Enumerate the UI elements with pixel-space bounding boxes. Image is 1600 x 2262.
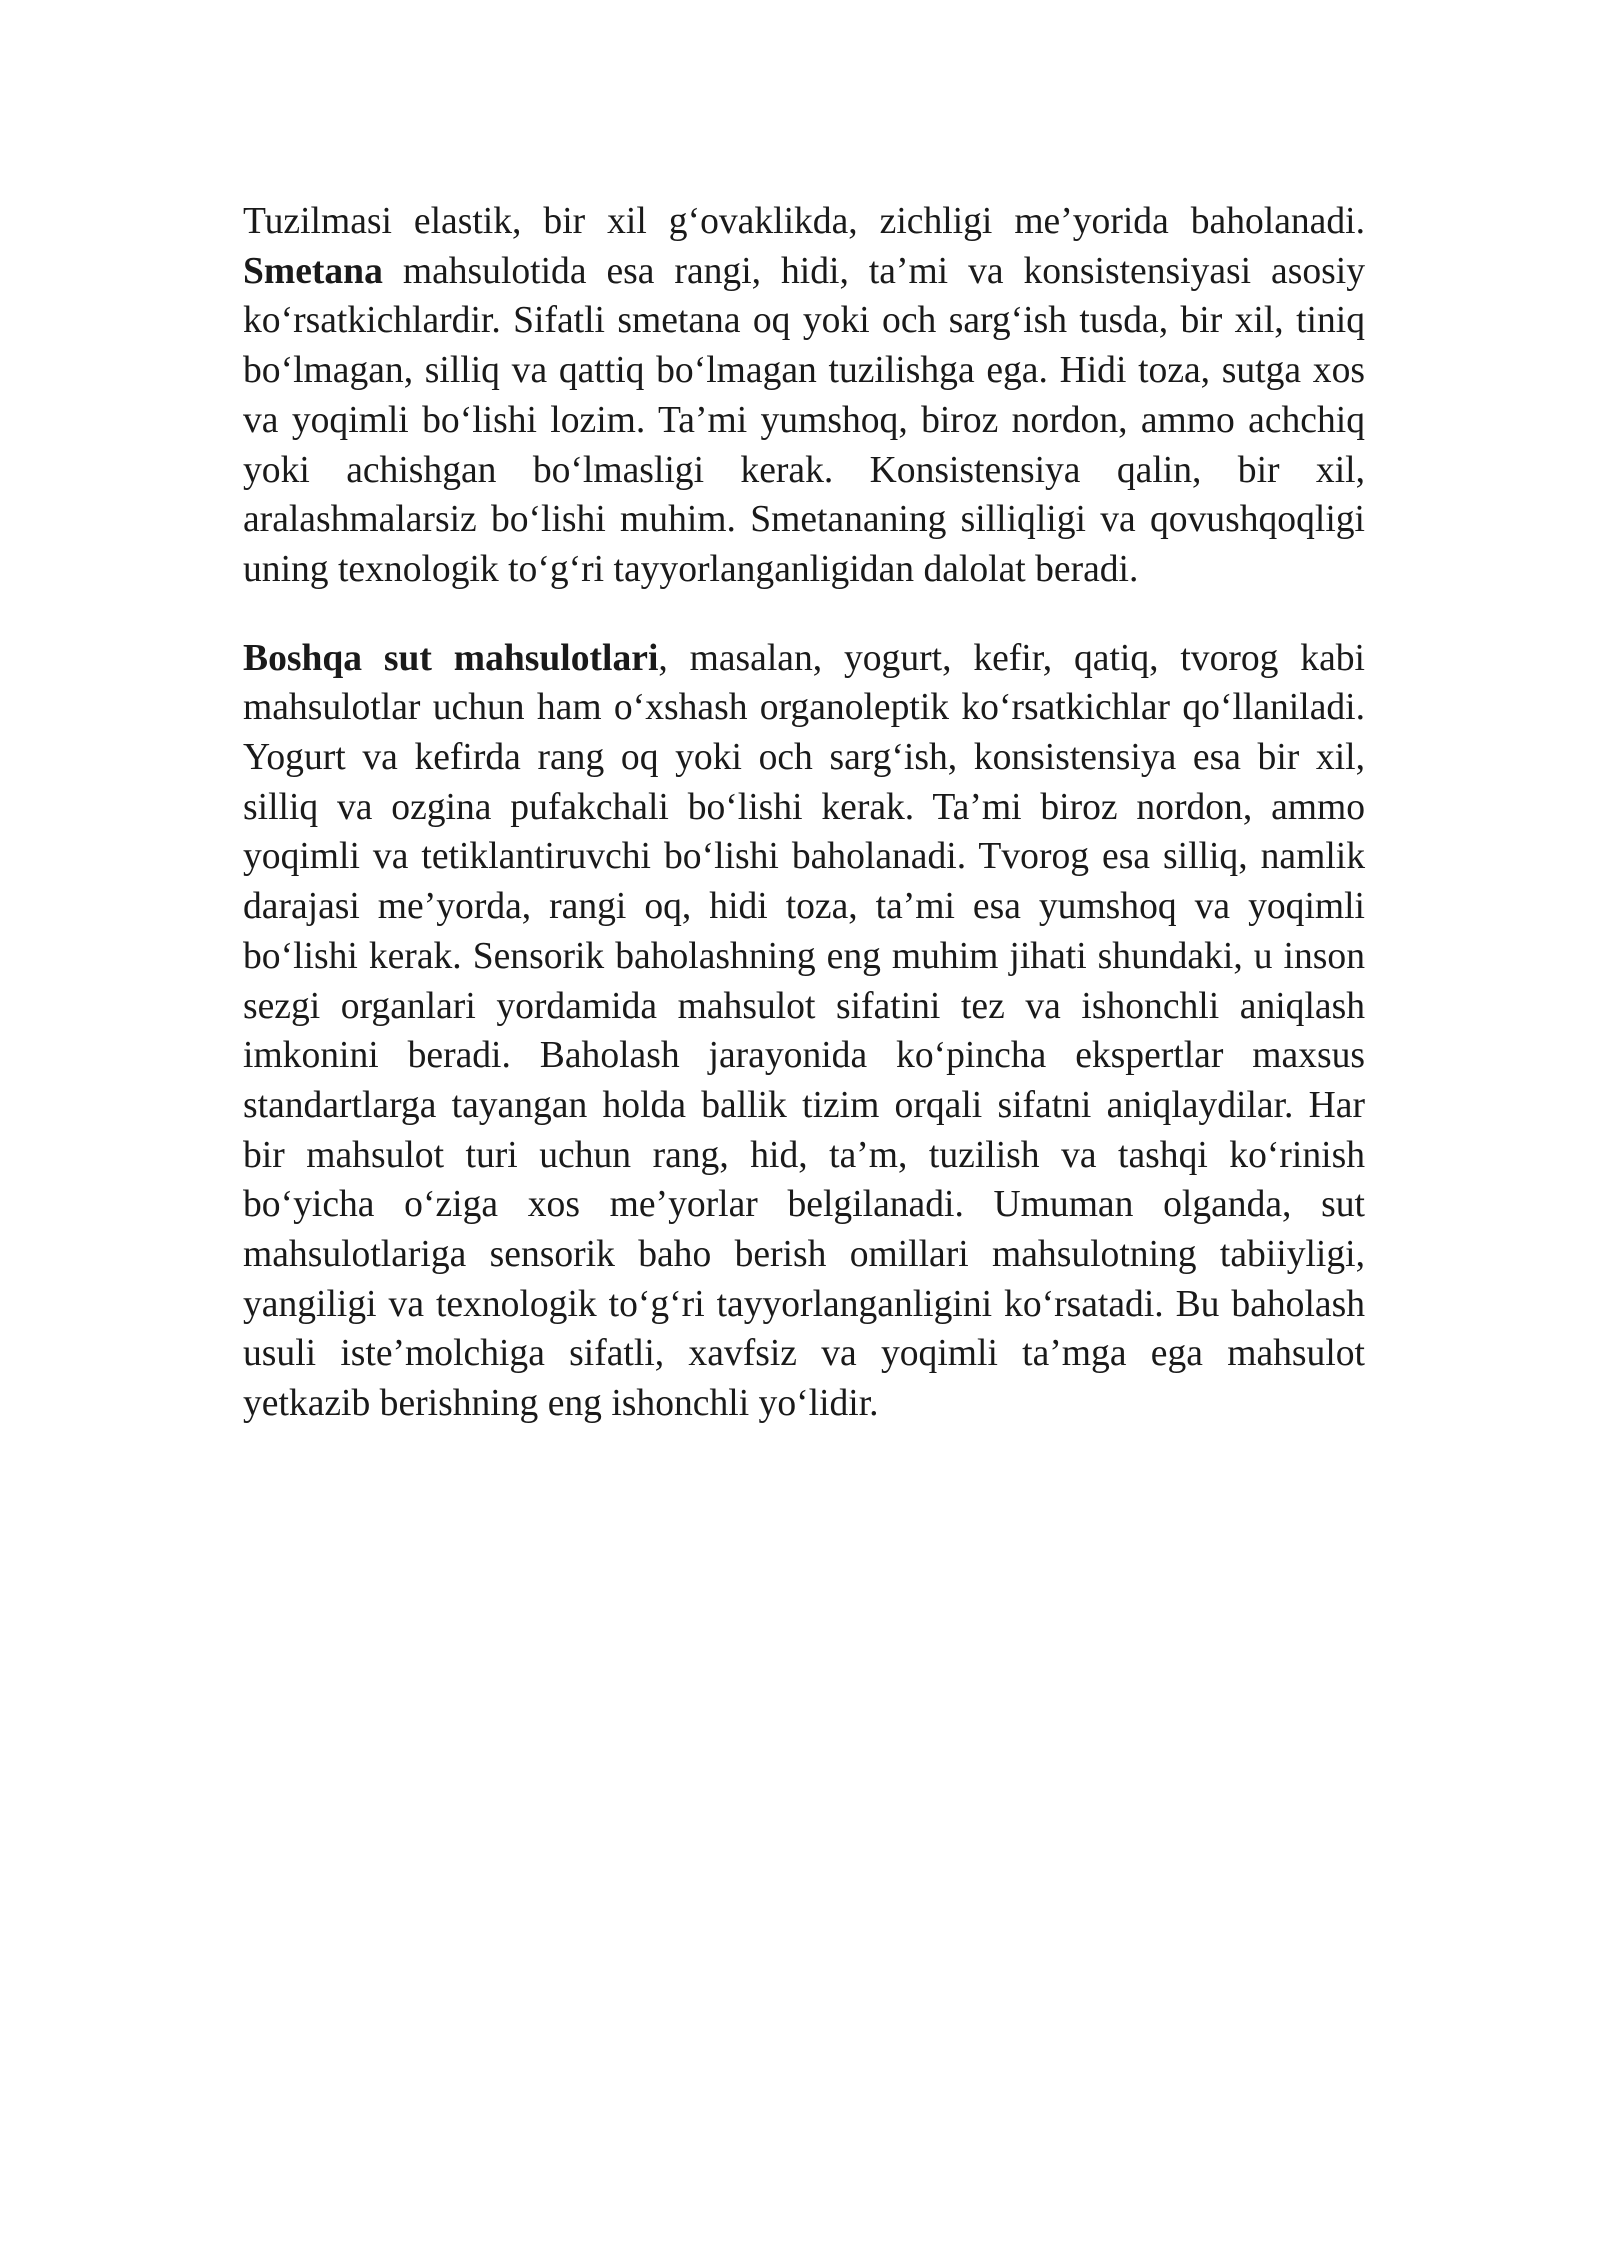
paragraph-other-dairy <box>243 634 1365 1429</box>
bold-term-other-dairy: Boshqa sut mahsulotlari <box>243 637 659 679</box>
paragraph-text: mahsulotida esa rangi, hidi, ta’mi va konsistensiyasi asosiy ko‘rsatkichlardir. Sifatli smetana oq yoki och sarg‘ish tusda, bir xil, tiniq bo‘lmagan, silliq va qattiq bo‘lmagan tuzilishga ega. Hidi toza, sutga xos va yoqimli bo‘lishi lozim. Ta’mi yumshoq, biroz nordon, ammo achchiq yoki achishgan bo‘lmasligi kerak. Konsistensiya qalin, bir xil, aralashmalarsiz bo‘lishi muhim. Smetananing silliqligi va qovushqoqligi uning texnologik to‘g‘ri tayyorlanganligidan dalolat beradi. <box>243 250 1365 590</box>
bold-term-smetana: Smetana <box>243 250 383 292</box>
paragraph-text: Tuzilmasi elastik, bir xil g‘ovaklikda, zichligi me’yorida baholanadi. <box>243 201 1365 242</box>
paragraph-smetana <box>243 197 1365 595</box>
paragraph-text: , masalan, yogurt, kefir, qatiq, tvorog kabi mahsulotlar uchun ham o‘xshash organoleptik ko‘rsatkichlar qo‘llaniladi. Yogurt va kefirda rang oq yoki och sarg‘ish, konsistensiya esa bir xil, silliq va ozgina pufakchali bo‘lishi kerak. Ta’mi biroz nordon, ammo yoqimli va tetiklantiruvchi bo‘lishi baholanadi. Tvorog esa silliq, namlik darajasi me’yorda, rangi oq, hidi toza, ta’mi esa yumshoq va yoqimli bo‘lishi kerak. Sensorik baholashning eng muhim jihati shundaki, u inson sezgi organlari yordamida mahsulot sifatini tez va ishonchli aniqlash imkonini beradi. Baholash jarayonida ko‘pincha ekspertlar maxsus standartlarga tayangan holda ballik tizim orqali sifatni aniqlaydilar. Har bir mahsulot turi uchun rang, hid, ta’m, tuzilish va tashqi ko‘rinish bo‘yicha o‘ziga xos me’yorlar belgilanadi. Umuman olganda, sut mahsulotlariga sensorik baho berish omillari mahsulotning tabiiyligi, yangiligi va texnologik to‘g‘ri tayyorlanganligini ko‘rsatadi. Bu baholash usuli iste’molchiga sifatli, xavfsiz va yoqimli ta’mga ega mahsulot yetkazib berishning eng ishonchli yo‘lidir. <box>243 637 1365 1425</box>
body-text <box>243 197 1365 1429</box>
